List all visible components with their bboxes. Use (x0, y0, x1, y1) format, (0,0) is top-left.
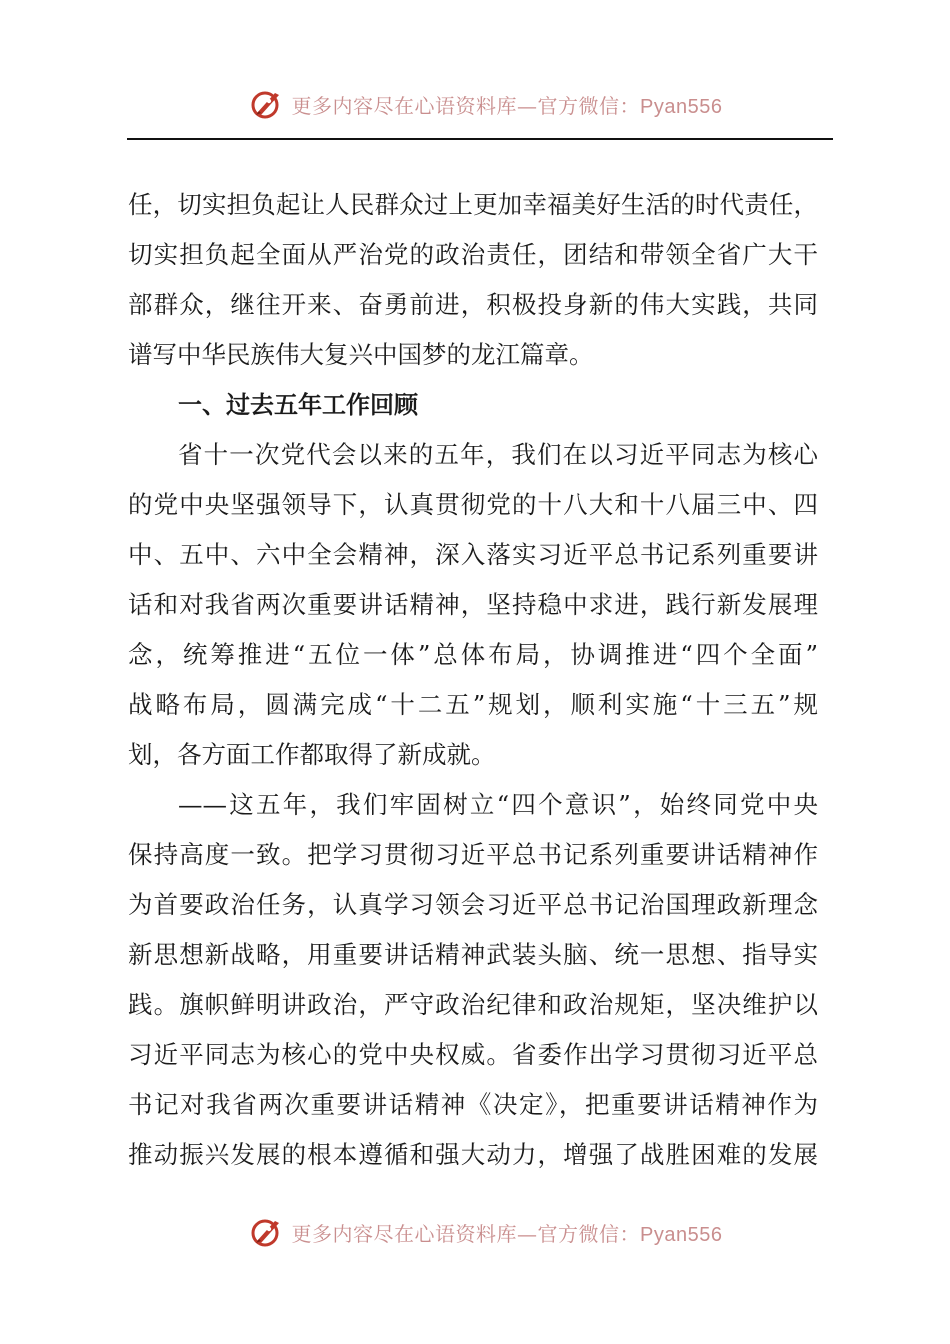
text-line: 部群众，继往开来、奋勇前进，积极投身新的伟大实践，共同 (128, 290, 818, 319)
watermark-wechat-id: Pyan556 (640, 1223, 723, 1246)
watermark-site-text: 更多内容尽在心语资料库—官方微信： (291, 93, 641, 118)
text-line: 新思想新战略，用重要讲话精神武装头脑、统一思想、指导实 (128, 940, 818, 969)
text-line: 推动振兴发展的根本遵循和强大动力，增强了战胜困难的发展 (128, 1140, 818, 1169)
header-watermark-banner (0, 82, 950, 126)
section-heading: 一、过去五年工作回顾 (178, 391, 418, 419)
document-body (128, 180, 818, 1180)
header-divider (127, 138, 833, 140)
pen-logo-icon (248, 1214, 284, 1250)
text-line: 战略布局，圆满完成“十二五”规划，顺利实施“十三五”规 (128, 690, 818, 719)
watermark-text (292, 90, 723, 119)
watermark-site-text: 更多内容尽在心语资料库—官方微信： (291, 1221, 641, 1246)
text-line: 习近平同志为核心的党中央权威。省委作出学习贯彻习近平总 (128, 1040, 818, 1069)
watermark-text (292, 1218, 723, 1247)
footer-watermark-inner (248, 1214, 723, 1250)
text-line: 保持高度一致。把学习贯彻习近平总书记系列重要讲话精神作 (128, 840, 818, 869)
header-watermark-inner (248, 86, 723, 122)
text-line: 任，切实担负起让人民群众过上更加幸福美好生活的时代责任， (128, 190, 818, 219)
text-line: 切实担负起全面从严治党的政治责任，团结和带领全省广大干 (128, 240, 818, 269)
text-line: 书记对我省两次重要讲话精神《决定》，把重要讲话精神作为 (128, 1090, 818, 1119)
watermark-wechat-id: Pyan556 (640, 95, 723, 118)
text-line: 的党中央坚强领导下，认真贯彻党的十八大和十八届三中、四 (128, 490, 818, 519)
text-line: 话和对我省两次重要讲话精神，坚持稳中求进，践行新发展理 (128, 590, 818, 619)
text-line: 划，各方面工作都取得了新成就。 (128, 740, 496, 769)
footer-watermark-banner (0, 1210, 950, 1254)
text-line: 省十一次党代会以来的五年，我们在以习近平同志为核心 (178, 440, 818, 469)
text-line: ——这五年，我们牢固树立“四个意识”，始终同党中央 (178, 790, 818, 819)
text-line: 谱写中华民族伟大复兴中国梦的龙江篇章。 (128, 340, 594, 369)
text-line: 中、五中、六中全会精神，深入落实习近平总书记系列重要讲 (128, 540, 818, 569)
text-line: 践。旗帜鲜明讲政治，严守政治纪律和政治规矩，坚决维护以 (128, 990, 818, 1019)
text-line: 念，统筹推进“五位一体”总体布局，协调推进“四个全面” (128, 640, 818, 669)
pen-logo-icon (248, 86, 284, 122)
text-line: 为首要政治任务，认真学习领会习近平总书记治国理政新理念 (128, 890, 818, 919)
